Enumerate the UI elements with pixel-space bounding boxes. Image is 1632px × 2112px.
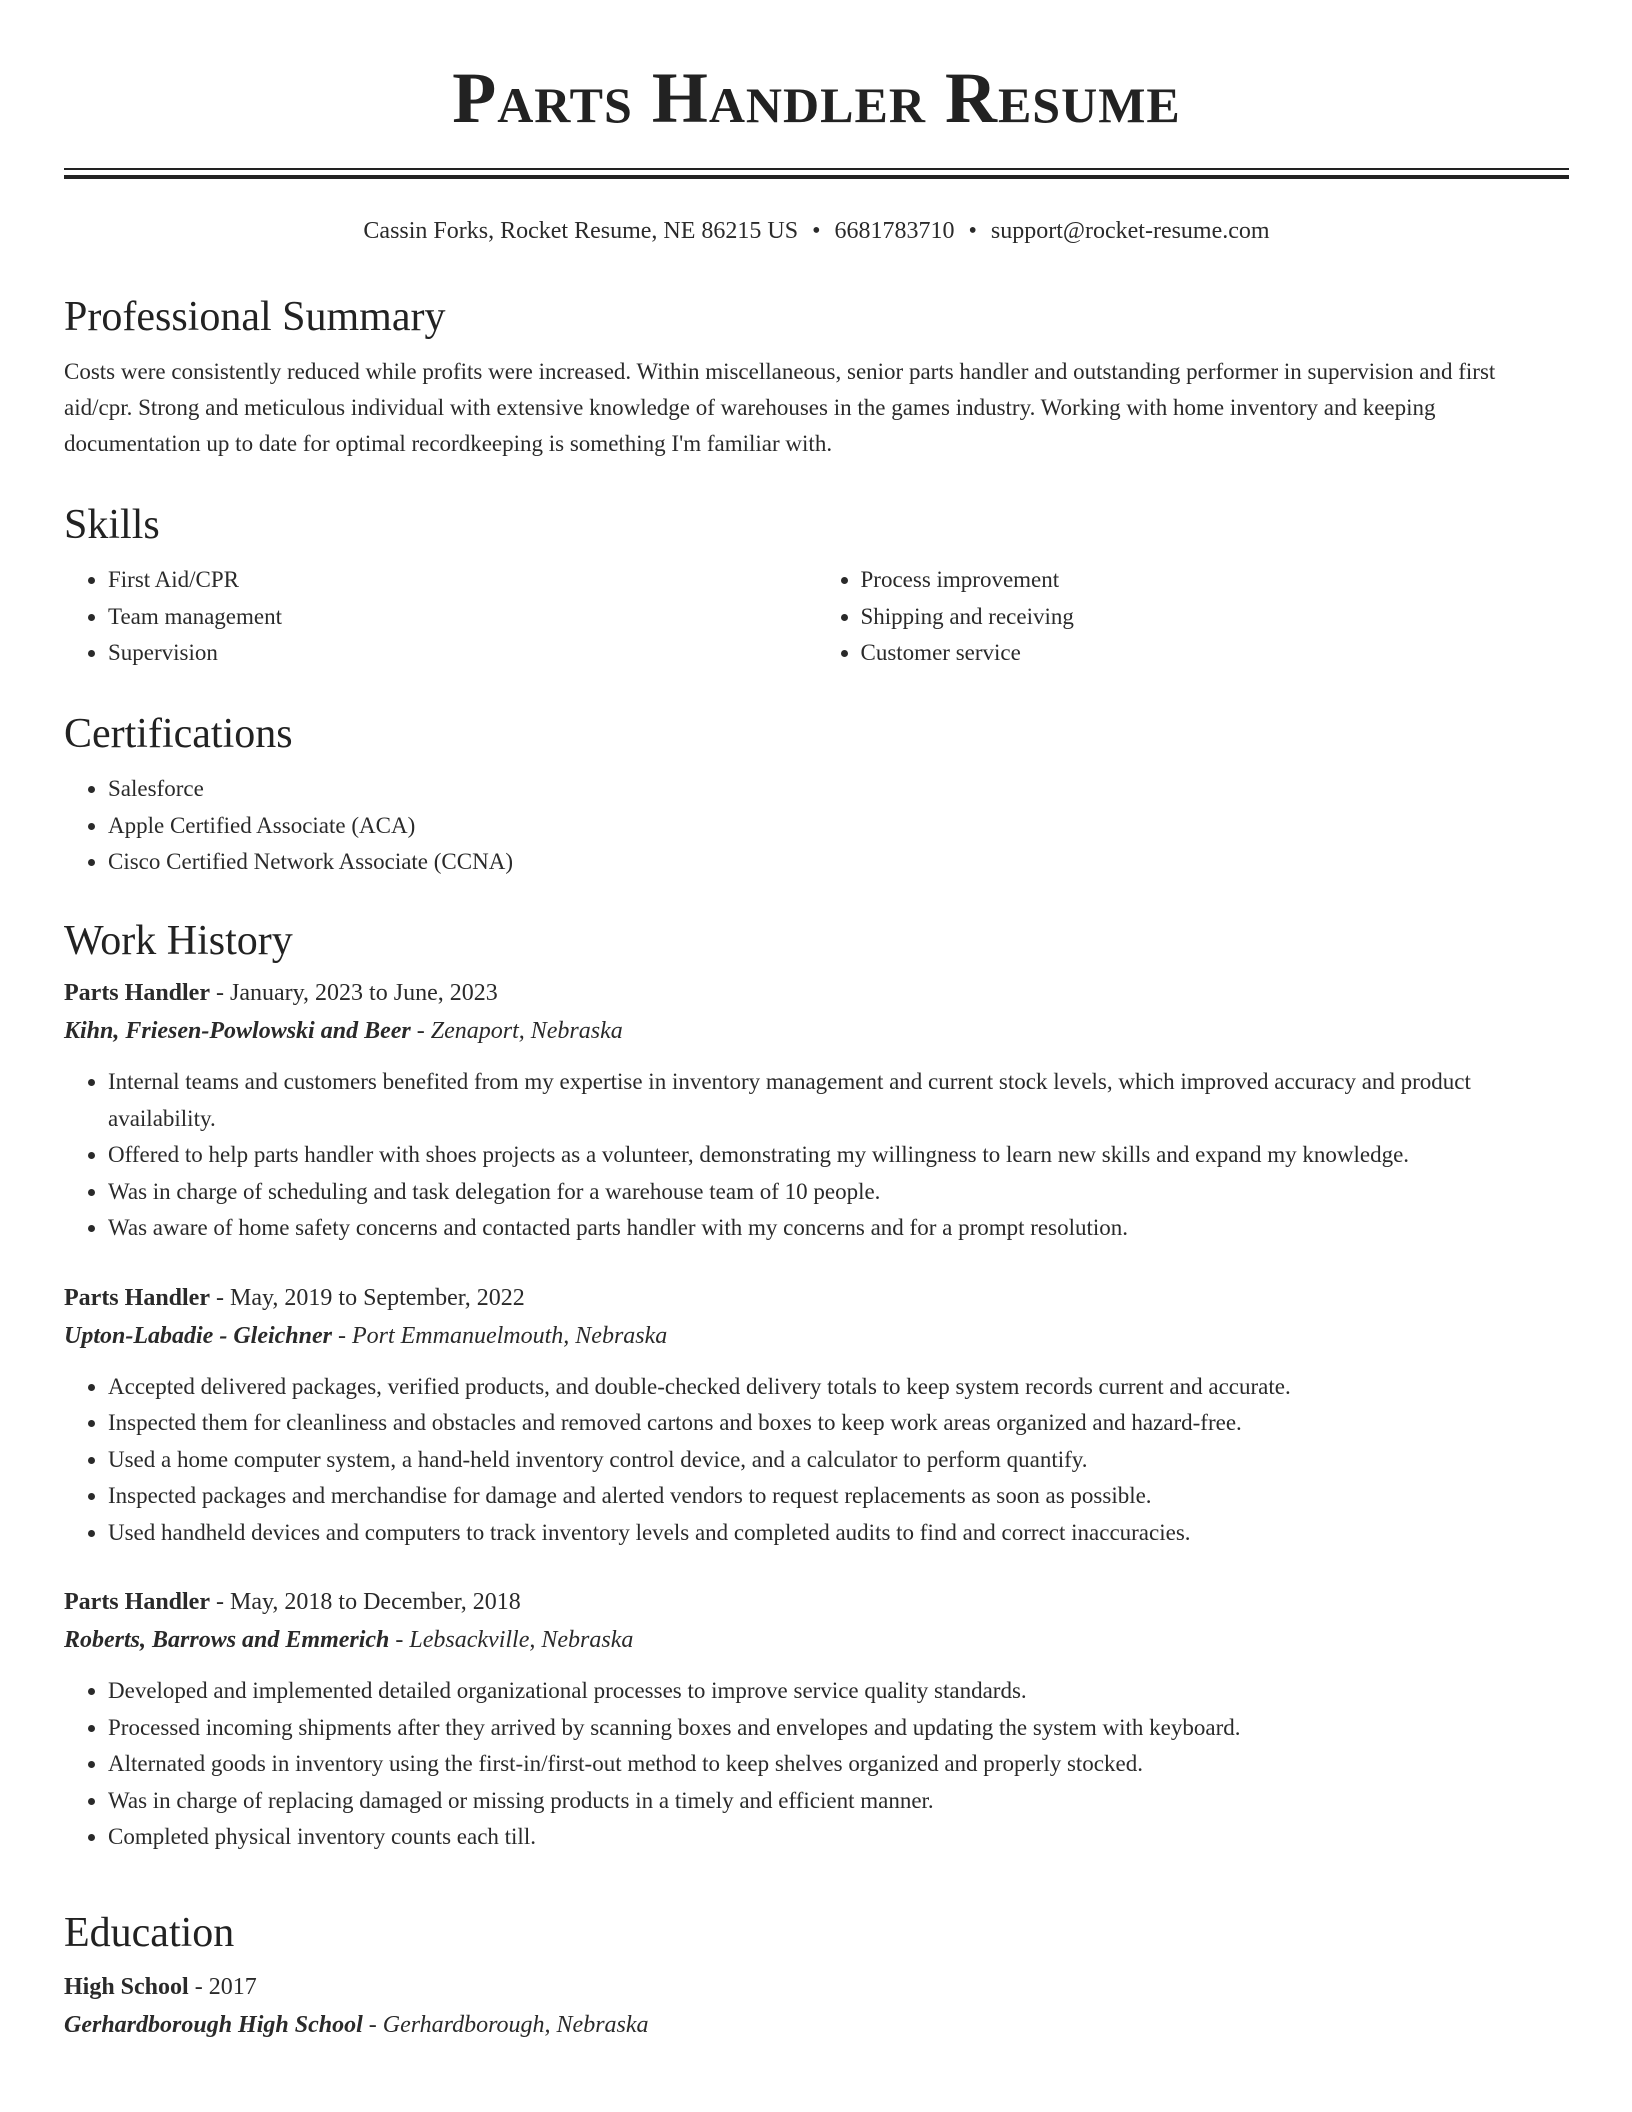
job-company-line [64,1012,1569,1050]
job-title: Parts Handler [64,1284,210,1311]
education-school: Gerhardborough High School [64,2012,363,2038]
job-dates: - May, 2019 to September, 2022 [209,1284,525,1311]
job-title: Parts Handler [64,1589,210,1615]
job-title-line [64,974,1569,1012]
job-company: Upton-Labadie - Gleichner [64,1322,332,1349]
job-bullet: • Offered to help parts handler with shoes projects as a volunteer, demonstrating my willingness to learn new skills and expand my knowledge. [108,1137,1569,1174]
contact-address: Cassin Forks, Rocket Resume, NE 86215 US [363,218,799,244]
job-location: - Port Emmanuelmouth, Nebraska [331,1322,668,1349]
education-entry [64,1968,1569,2044]
job-bullet: • Used a home computer system, a hand-held inventory control device, and a calculator to perform quantify. [108,1442,1569,1479]
job-entry [64,974,1569,1247]
skills-heading: Skills [64,502,160,548]
summary-text: Costs were consistently reduced while profits were increased. Within miscellaneous, senior parts handler and outstanding performer in supervision and first aid/cpr. Strong and meticulous individual with extensive knowledge of warehouses in the games industry. Working with home inventory and keeping documentation up to date for optimal recordkeeping is something I'm familiar with. [64,359,1496,456]
job-bullet: • Was in charge of replacing damaged or missing products in a timely and efficient manner. [108,1783,1569,1820]
summary-heading: Professional Summary [64,294,446,340]
skill-item: • Supervision [108,635,817,672]
education-degree-line [64,1968,1569,2006]
skill-item: • First Aid/CPR [108,562,817,599]
skill-item: • Shipping and receiving [861,599,1570,636]
job-title-line [64,1583,1569,1621]
certifications-list [64,771,1569,881]
skill-item: • Process improvement [861,562,1570,599]
work-history-heading: Work History [64,918,293,964]
certification-item: • Salesforce [108,771,1569,808]
skills-section [64,500,1569,672]
job-bullets [64,1064,1569,1247]
work-history-section [64,916,1569,1856]
contact-separator: • [968,218,977,244]
job-bullet: • Accepted delivered packages, verified products, and double-checked delivery totals to keep system records current and accurate. [108,1369,1569,1406]
contact-phone: 6681783710 [834,218,955,244]
job-location: - Zenaport, Nebraska [410,1018,623,1044]
job-title-line [64,1279,1569,1317]
job-company-line [64,1317,1569,1355]
job-company-line [64,1621,1569,1659]
skills-list-right [817,562,1570,672]
skills-columns [64,562,1569,672]
contact-email: support@rocket-resume.com [990,218,1270,244]
skill-item: • Team management [108,599,817,636]
job-company: Roberts, Barrows and Emmerich [64,1627,390,1653]
job-bullet: • Alternated goods in inventory using the first-in/first-out method to keep shelves organized and properly stocked. [108,1746,1569,1783]
job-bullets [64,1673,1569,1856]
education-degree: High School [64,1974,189,2000]
job-bullets [64,1369,1569,1552]
job-bullet: • Was aware of home safety concerns and contacted parts handler with my concerns and for a prompt resolution. [108,1210,1569,1247]
skills-list-left [64,562,817,672]
job-dates: - January, 2023 to June, 2023 [209,980,498,1006]
certifications-section [64,709,1569,881]
job-bullet: • Completed physical inventory counts each till. [108,1819,1569,1856]
job-dates: - May, 2018 to December, 2018 [209,1589,521,1615]
education-school-line [64,2006,1569,2044]
skill-item: • Customer service [861,635,1570,672]
job-bullet: • Inspected packages and merchandise for damage and alerted vendors to request replacements as soon as possible. [108,1478,1569,1515]
education-heading: Education [64,1910,235,1956]
education-section [64,1908,1569,2044]
certifications-heading: Certifications [64,711,293,757]
job-location: - Lebsackville, Nebraska [389,1627,634,1653]
contact-separator: • [812,218,821,244]
job-title: Parts Handler [64,980,210,1006]
education-year: - 2017 [188,1974,257,2000]
resume-title: Parts Handler Resume [452,58,1181,138]
job-bullet: • Was in charge of scheduling and task delegation for a warehouse team of 10 people. [108,1174,1569,1211]
education-location: - Gerhardborough, Nebraska [362,2012,649,2038]
job-entry [64,1279,1569,1552]
job-bullet: • Inspected them for cleanliness and obstacles and removed cartons and boxes to keep work areas organized and hazard-free. [108,1405,1569,1442]
job-bullet: • Processed incoming shipments after they arrived by scanning boxes and envelopes and updating the system with keyboard. [108,1710,1569,1747]
job-entry [64,1583,1569,1856]
certification-item: • Apple Certified Associate (ACA) [108,808,1569,845]
contact-line [64,215,1569,247]
title-rule-thick [64,175,1569,179]
job-bullet: • Internal teams and customers benefited from my expertise in inventory management and current stock levels, which improved accuracy and product availability. [108,1064,1569,1137]
job-bullet: • Used handheld devices and computers to track inventory levels and completed audits to find and correct inaccuracies. [108,1515,1569,1552]
summary-section [64,292,1569,462]
job-bullet: • Developed and implemented detailed organizational processes to improve service quality standards. [108,1673,1569,1710]
job-company: Kihn, Friesen-Powlowski and Beer [64,1018,411,1044]
certification-item: • Cisco Certified Network Associate (CCNA) [108,844,1569,881]
title-rule-thin [64,168,1569,170]
